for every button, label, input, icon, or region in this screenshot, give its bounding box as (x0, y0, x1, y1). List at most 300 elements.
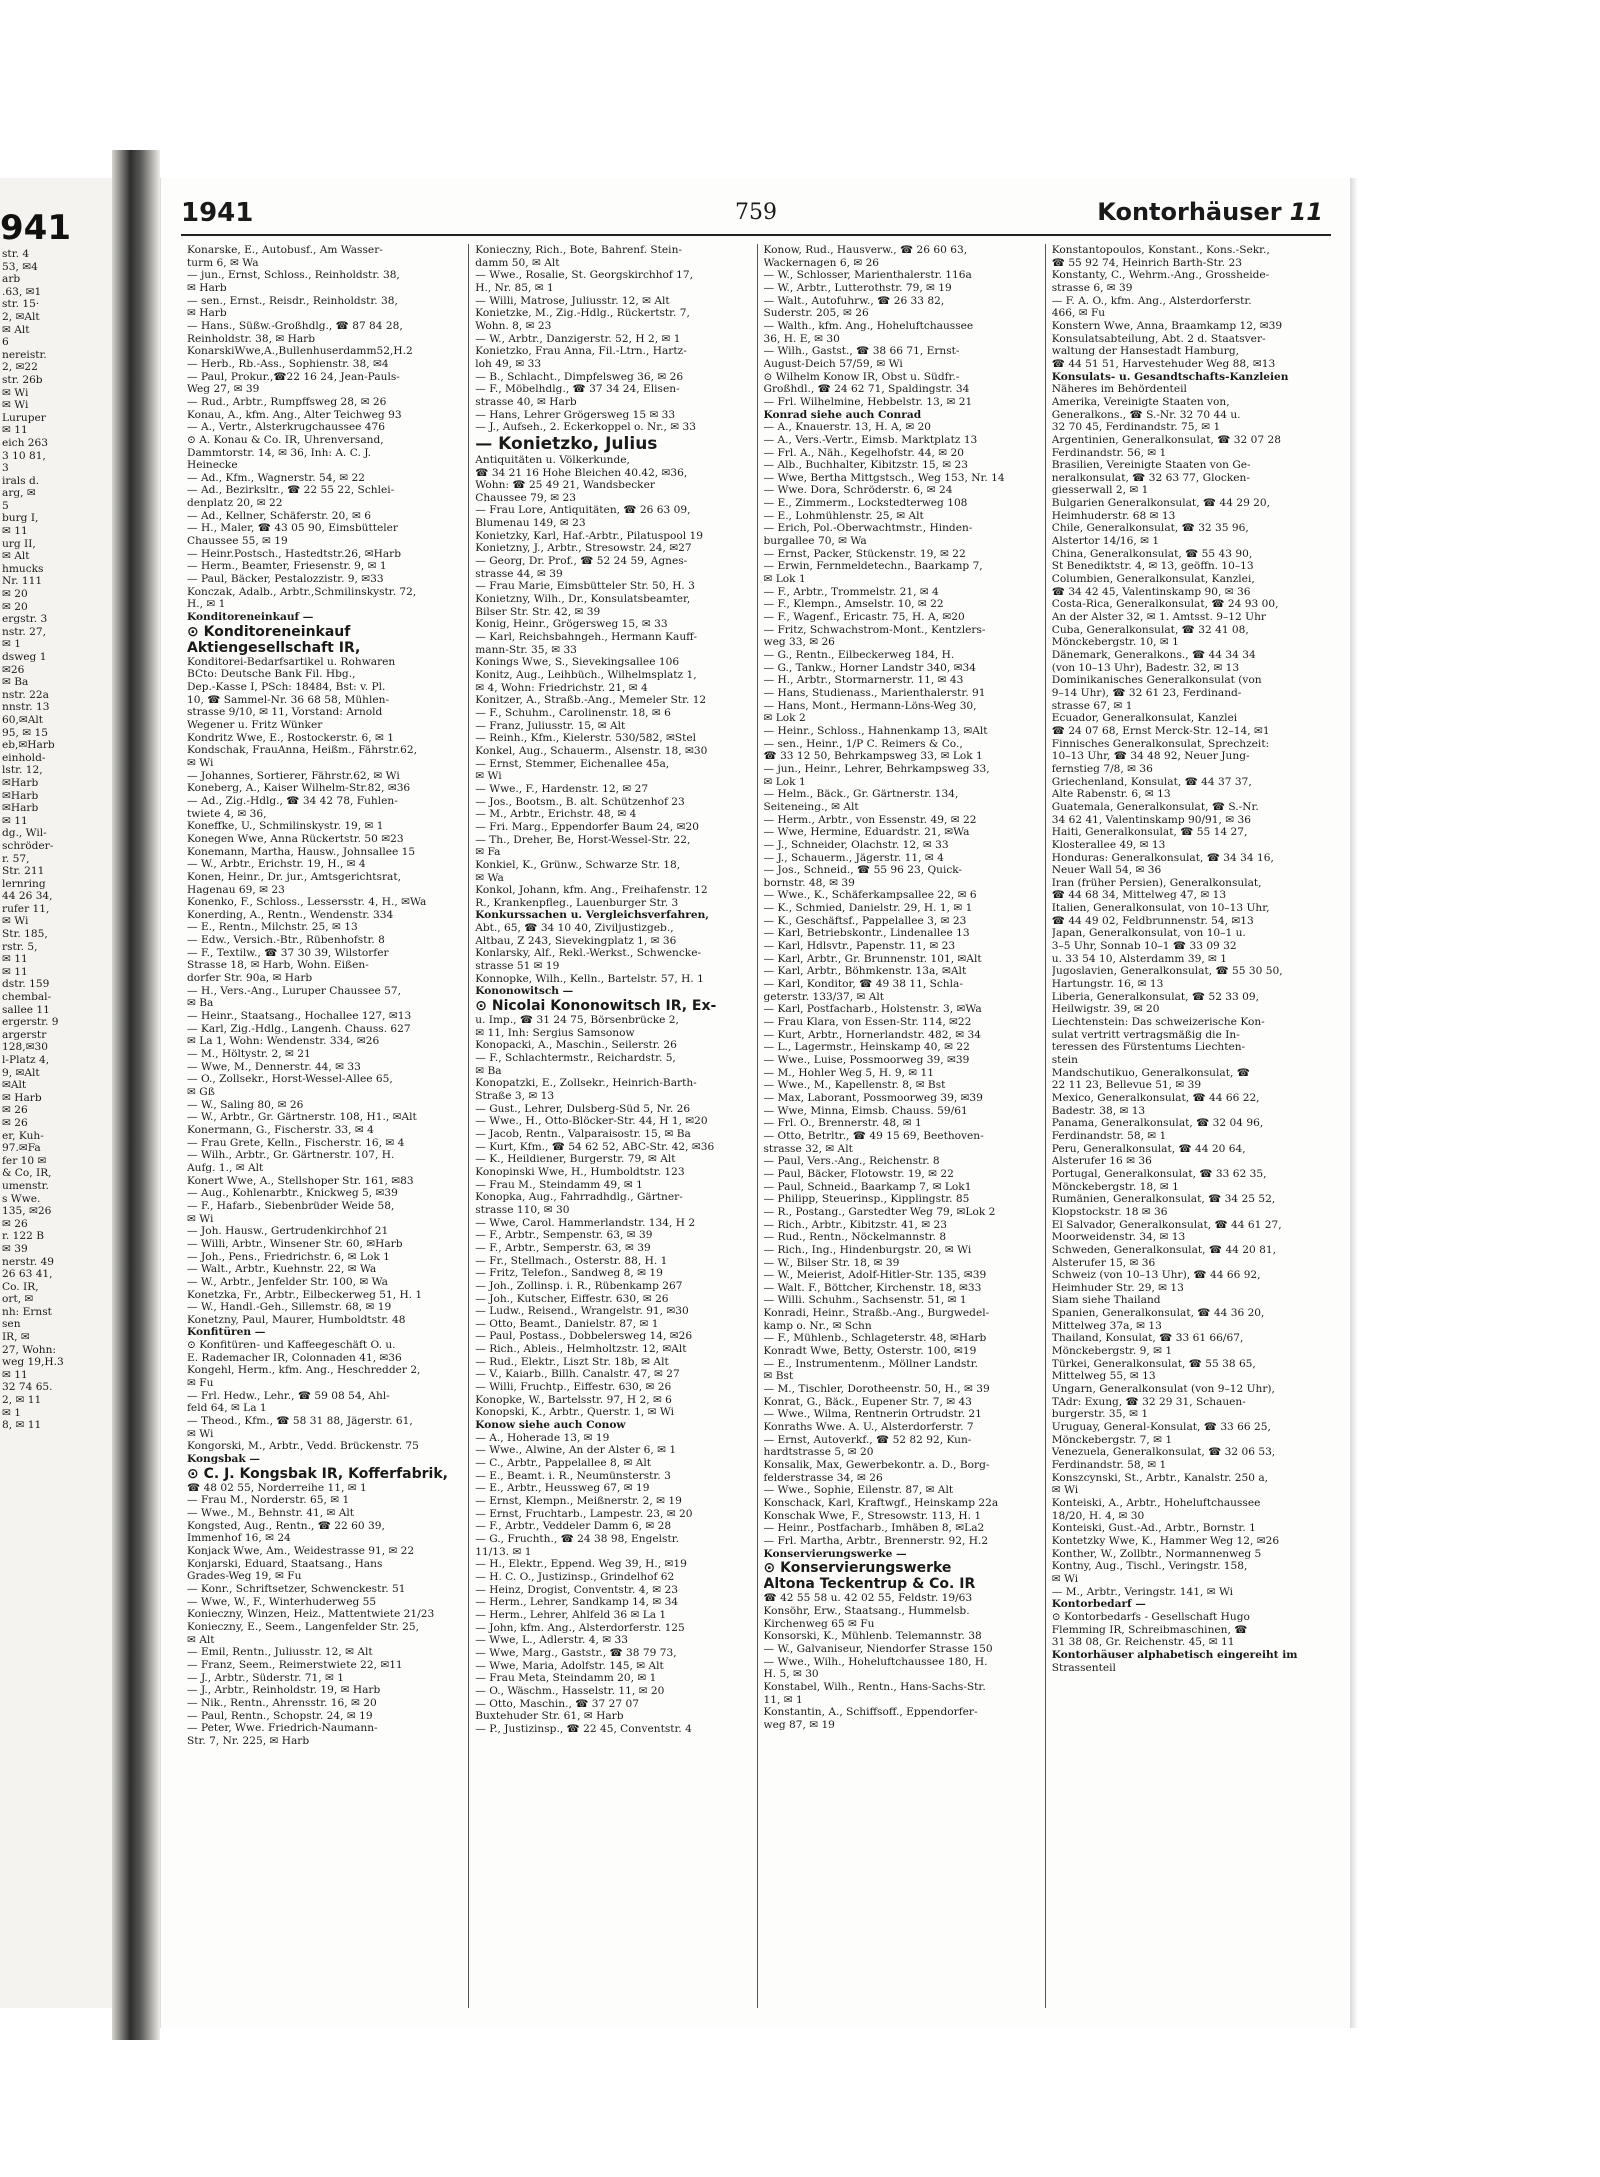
directory-entry-line: — Wwe, L., Adlerstr. 4, ✉ 33 (475, 1634, 628, 1647)
directory-entry-line: Konietzny, Wilh., Dr., Konsulatsbeamter, (475, 593, 691, 606)
directory-entry-line: — W., Bilser Str. 18, ✉ 39 (763, 1256, 900, 1269)
left-page-line: ✉ 11 (2, 525, 28, 538)
directory-entry-line: — A., Knauerstr. 13, H. A, ✉ 20 (763, 421, 932, 434)
directory-entry-line: strasse 6, ✉ 39 (1051, 281, 1133, 294)
directory-entry-line: — Rich., Ing., Hindenburgstr. 20, ✉ Wi (763, 1243, 972, 1256)
directory-entry-line: — Ernst, Packer, Stückenstr. 19, ✉ 22 (763, 547, 966, 560)
directory-entry-line: ✉ Lok 1 (763, 775, 806, 788)
directory-entry-line: Konditorei-Bedarfsartikel u. Rohwaren (187, 655, 396, 668)
directory-entry-line: Argentinien, Generalkonsulat, ☎ 32 07 28 (1051, 433, 1281, 446)
left-page-line: fer 10 ✉ (2, 1154, 47, 1167)
directory-entry-line: Konther, W., Zollbtr., Normannenweg 5 (1051, 1547, 1262, 1560)
directory-entry-line: Koneffke, U., Schmilinskystr. 19, ✉ 1 (187, 820, 384, 833)
directory-entry-line: ✉ Wa (475, 871, 504, 884)
directory-entry-line: Konstanty, C., Wehrm.-Ang., Grossheide- (1051, 269, 1270, 282)
directory-entry-line: — Paul, Postass., Dobbelersweg 14, ✉26 (475, 1330, 693, 1343)
directory-entry-line: — Frl. Wilhelmine, Hebbelstr. 13, ✉ 21 (763, 395, 973, 408)
directory-entry-line: — J., Schneider, Olachstr. 12, ✉ 33 (763, 838, 949, 851)
directory-entry-line: Konjarski, Eduard, Staatsang., Hans (187, 1557, 383, 1570)
directory-entry-line: — Willi, Fruchtp., Eiffestr. 630, ✉ 26 (475, 1381, 672, 1394)
directory-entry-line: Dänemark, Generalkons., ☎ 44 34 34 (1051, 649, 1256, 661)
directory-page (160, 178, 1351, 2028)
directory-entry-line: 466, ✉ Fu (1051, 307, 1106, 320)
directory-entry-line: Badestr. 38, ✉ 13 (1051, 1104, 1146, 1117)
directory-entry-line: Konietzny, J., Arbtr., Stresowstr. 24, ✉27 (475, 542, 692, 555)
directory-column-1 (181, 244, 469, 2008)
directory-entry-line: — Karl, Reichsbahngeh., Hermann Kauff- (475, 631, 697, 644)
directory-entry-line: — Rud., Arbtr., Rumpffsweg 28, ✉ 26 (187, 395, 387, 408)
directory-entry-line: Wohn. 8, ✉ 23 (475, 319, 552, 332)
directory-entry-line: — jun., Heinr., Lehrer, Behrkampsweg 33, (763, 762, 990, 775)
section-name: Kontorhäuser (1097, 198, 1282, 226)
directory-entry-line: — G., Tankw., Horner Landstr 340, ✉34 (763, 661, 976, 674)
directory-entry-line: ⊙ Wilhelm Konow IR, Obst u. Südfr.- (763, 370, 960, 383)
left-page-line: ✉ Ba (2, 676, 29, 689)
directory-entry-line: 31 38 08, Gr. Reichenstr. 45, ✉ 11 (1051, 1636, 1235, 1649)
directory-entry-line: Konrat, G., Bäck., Eupener Str. 7, ✉ 43 (763, 1395, 972, 1408)
directory-entry-line: — E., Zimmerm., Lockstedterweg 108 (763, 497, 968, 510)
directory-entry-line: — Ad., Zig.-Hdlg., ☎ 34 42 78, Fuhlen- (187, 794, 398, 807)
left-page-line: er, Kuh- (2, 1129, 44, 1142)
directory-entry-line: Kongsted, Aug., Rentn., ☎ 22 60 39, (187, 1519, 385, 1532)
directory-entry-line: ✉ Wi (1051, 1484, 1079, 1497)
section-title (1097, 198, 1323, 226)
directory-entry-line: — Th., Dreher, Be, Horst-Wessel-Str. 22, (475, 833, 691, 846)
directory-entry-line: — H., Vers.-Ang., Luruper Chaussee 57, (187, 984, 401, 997)
left-page-line: eich 263 (2, 436, 49, 449)
directory-entry-line: Konstantin, A., Schiffsoff., Eppendorfer- (763, 1706, 978, 1719)
directory-entry-line: (von 10–13 Uhr), Badestr. 32, ✉ 13 (1051, 661, 1240, 674)
directory-entry-line: H., ✉ 1 (187, 598, 226, 611)
directory-entry-line: Heilwigstr. 39, ✉ 20 (1051, 1003, 1160, 1016)
directory-entry-line: Haiti, Generalkonsulat, ☎ 55 14 27, (1051, 826, 1248, 839)
directory-entry-line: 10, ☎ Sammel-Nr. 36 68 58, Mühlen- (187, 693, 390, 706)
left-page-line: 53, ✉4 (2, 260, 38, 273)
directory-entry-line: Konsulats- u. Gesandtschafts-Kanzleien (1051, 370, 1289, 383)
directory-entry-line: stein (1051, 1054, 1078, 1066)
directory-entry-line: Guatemala, Generalkonsulat, ☎ S.-Nr. (1051, 800, 1259, 813)
directory-entry-line: — Wilh., Gastst., ☎ 38 66 71, Ernst- (763, 345, 960, 358)
directory-entry-line: Klosterallee 49, ✉ 13 (1051, 838, 1166, 851)
directory-entry-line: Generalkons., ☎ S.-Nr. 32 70 44 u. (1051, 408, 1241, 421)
directory-entry-line: ⊙ A. Konau & Co. IR, Uhrenversand, (187, 433, 384, 446)
directory-entry-line: Straße 3, ✉ 13 (475, 1090, 555, 1102)
directory-entry-line: Blumenau 149, ✉ 23 (475, 517, 586, 530)
directory-entry-line: twiete 4, ✉ 36, (187, 807, 267, 820)
directory-entry-line: — G., Fruchth., ☎ 24 38 98, Engelstr. (475, 1532, 680, 1545)
left-page-line: ✉Harb (2, 802, 39, 815)
directory-entry-line: strasse 44, ✉ 39 (475, 567, 563, 580)
directory-entry-line: Schweiz (von 10–13 Uhr), ☎ 44 66 92, (1051, 1269, 1261, 1282)
directory-entry-line: ✉ Wi (187, 756, 214, 769)
left-page-line: ✉ 26 (2, 1217, 28, 1230)
directory-entry-line: — sen., Ernst., Reisdr., Reinholdstr. 38, (187, 294, 398, 307)
directory-column-3 (758, 244, 1046, 2008)
directory-entry-line: — Walt., Arbtr., Kuehnstr. 22, ✉ Wa (187, 1263, 377, 1276)
left-page-line: nh: Ernst (2, 1305, 52, 1318)
directory-entry-line: Wackernagen 6, ✉ 26 (763, 256, 880, 269)
directory-entry-line: — Frau Lore, Antiquitäten, ☎ 26 63 09, (475, 504, 691, 517)
left-page-line: arg, ✉ (2, 487, 36, 500)
directory-entry-line: ☎ 55 92 74, Heinrich Barth-Str. 23 (1051, 256, 1242, 269)
directory-entry-line: — M., Höltystr. 2, ✉ 21 (187, 1048, 311, 1061)
directory-entry-line: — F., Klempn., Amselstr. 10, ✉ 22 (763, 598, 944, 611)
directory-entry-line: Strassenteil (1051, 1661, 1116, 1674)
directory-entry-line: Altbau, Z 243, Sievekingplatz 1, ✉ 36 (475, 934, 677, 947)
directory-entry-line: Str. 7, Nr. 225, ✉ Harb (187, 1734, 310, 1747)
directory-entry-line: Konsorski, K., Mühlenb. Telemannstr. 38 (763, 1630, 982, 1643)
directory-entry-line: geterstr. 133/37, ✉ Alt (763, 990, 885, 1003)
directory-entry-line: — Otto, Betrltr., ☎ 49 15 69, Beethoven- (763, 1129, 984, 1142)
directory-entry-line: — Frl. O., Brennerstr. 48, ✉ 1 (763, 1117, 922, 1130)
directory-entry-line: Konegen Wwe, Anna Rückertstr. 50 ✉23 (187, 832, 404, 845)
directory-entry-line: — Joh., Kutscher, Eiffestr. 630, ✉ 26 (475, 1292, 669, 1305)
directory-entry-line: Mönckebergstr. 9, ✉ 1 (1051, 1345, 1173, 1358)
left-page-line: 60,✉Alt (2, 713, 44, 726)
directory-entry-line: Mandschutikuo, Generalkonsulat, ☎ (1051, 1066, 1250, 1079)
directory-entry-line: — Ernst, Fruchtarb., Lampestr. 23, ✉ 20 (475, 1507, 693, 1520)
directory-entry-line: Konieczny, Winzen, Heiz., Mattentwiete 21/23 (187, 1608, 435, 1621)
directory-entry-line: — Frau Meta, Steindamm 20, ✉ 1 (475, 1672, 657, 1685)
directory-entry-line: — Ludw., Reisend., Wrangelstr. 91, ✉30 (475, 1305, 689, 1318)
directory-entry-line: E. Rademacher IR, Colonnaden 41, ✉36 (187, 1351, 402, 1364)
directory-entry-line: Griechenland, Konsulat, ☎ 44 37 37, (1051, 775, 1252, 788)
left-page-line: dsweg 1 (2, 651, 47, 663)
directory-entry-line: Konkel, Aug., Schauerm., Alsenstr. 18, ✉30 (475, 744, 708, 757)
directory-entry-line: — Philipp, Steuerinsp., Kipplingstr. 85 (763, 1193, 970, 1206)
directory-entry-line: ✉ Gß (187, 1086, 215, 1098)
directory-entry-line: ☎ 44 68 34, Mittelweg 47, ✉ 13 (1051, 889, 1227, 902)
directory-entry-line: BCto: Deutsche Bank Fil. Hbg., (187, 668, 356, 681)
directory-entry-line: — Jacob, Rentn., Valparaisostr. 15, ✉ Ba (475, 1127, 691, 1140)
directory-entry-line: — W., Arbtr., Lutterothstr. 79, ✉ 19 (763, 281, 952, 294)
left-page-line: Luruper (2, 411, 46, 424)
directory-entry-line: weg 33, ✉ 26 (763, 636, 835, 649)
directory-entry-line: Großhdl., ☎ 24 62 71, Spaldingstr. 34 (763, 383, 970, 396)
directory-entry-line: Liechtenstein: Das schweizerische Kon- (1051, 1016, 1265, 1029)
directory-entry-line: — Willi. Schuhm., Sachsenstr. 51, ✉ 1 (763, 1294, 967, 1307)
directory-entry-line: — M., Hohler Weg 5, H. 9, ✉ 11 (763, 1066, 935, 1079)
left-page-line: 128,✉30 (2, 1041, 48, 1054)
directory-entry-line: — Wwe., Wilh., Hoheluftchaussee 180, H. (763, 1655, 988, 1668)
directory-entry-line: bornstr. 48, ✉ 39 (763, 876, 855, 889)
directory-entry-line: — Kurt, Arbtr., Hornerlandstr. 482, ✉ 34 (763, 1028, 981, 1041)
left-page-line: nstr. 22a (2, 688, 49, 701)
left-page-line: dstr. 159 (2, 978, 50, 991)
directory-entry-line: Konraths Wwe. A. U., Alsterdorferstr. 7 (763, 1421, 974, 1434)
directory-entry-line: — Konietzko, Julius (475, 433, 658, 454)
directory-entry-line: KonarskiWwe,A.,Bullenhuserdamm52,H.2 (187, 345, 413, 358)
directory-entry-line: — L., Lagermstr., Heinskamp 40, ✉ 22 (763, 1041, 970, 1054)
directory-entry-line: Flemming IR, Schreibmaschinen, ☎ (1051, 1623, 1248, 1636)
left-page-line: 44 26 34, (2, 890, 53, 903)
left-page-line: ✉ Wi (2, 915, 29, 928)
directory-entry-line: Chaussee 79, ✉ 23 (475, 491, 577, 504)
directory-entry-line: — Wwe., M., Kapellenstr. 8, ✉ Bst (763, 1079, 946, 1092)
directory-entry-line: — F., Schlachtermstr., Reichardstr. 5, (475, 1052, 676, 1065)
directory-columns (181, 244, 1333, 2008)
page-edge (1350, 178, 1358, 2028)
left-page-line: r. 122 B (2, 1230, 45, 1243)
directory-entry-line: Dammtorstr. 14, ✉ 36, Inh: A. C. J. (187, 446, 372, 459)
directory-entry-line: 32 70 45, Ferdinandstr. 75, ✉ 1 (1051, 421, 1221, 434)
directory-entry-line: — Frau M., Steindamm 49, ✉ 1 (475, 1178, 643, 1191)
directory-entry-line: Mittelweg 37a, ✉ 13 (1051, 1319, 1162, 1332)
directory-entry-line: 22 11 23, Bellevue 51, ✉ 39 (1051, 1079, 1202, 1092)
left-page-line: 27, Wohn: (2, 1343, 56, 1356)
section-number: 11 (1289, 198, 1323, 226)
directory-entry-line: neralkonsulat, ☎ 32 63 77, Glocken- (1051, 471, 1250, 484)
directory-entry-line: Konopacki, A., Maschin., Seilerstr. 26 (475, 1039, 677, 1052)
left-page-line: ✉ Wi (2, 386, 29, 399)
directory-entry-line: — Wwe., H., Otto-Blöcker-Str. 44, H 1, ✉20 (475, 1115, 708, 1128)
left-page-line: sen (2, 1318, 21, 1331)
directory-entry-line: Mittelweg 55, ✉ 13 (1051, 1370, 1156, 1383)
directory-entry-line: Mönckebergstr. 18, ✉ 1 (1051, 1180, 1179, 1193)
directory-entry-line: ✉ Ba (187, 997, 214, 1010)
left-page-line: ✉ 26 (2, 1104, 28, 1117)
directory-entry-line: 11, ✉ 1 (763, 1693, 803, 1706)
left-page-line: ergstr. 3 (2, 613, 48, 626)
left-page-line: ✉ Wi (2, 399, 29, 412)
directory-entry-line: Kontetzky Wwe, K., Hammer Weg 12, ✉26 (1051, 1534, 1280, 1547)
directory-entry-line: — Rich., Arbtr., Kibitzstr. 41, ✉ 23 (763, 1218, 948, 1231)
left-page-line: lernring (2, 877, 46, 890)
directory-entry-line: Konemann, Martha, Hausw., Johnsallee 15 (187, 845, 416, 858)
left-page-line: rufer 11, (2, 902, 50, 915)
directory-entry-line: — A., Hoherade 13, ✉ 19 (475, 1431, 610, 1444)
directory-entry-line: Konow, Rud., Hausverw., ☎ 26 60 63, (763, 244, 968, 256)
directory-entry-line: — Heinr., Schloss., Hahnenkamp 13, ✉Alt (763, 724, 988, 737)
directory-entry-line: — Wwe, Hermine, Eduardstr. 21, ✉Wa (763, 826, 970, 839)
directory-entry-line: — Karl, Postfacharb., Holstenstr. 3, ✉Wa (763, 1003, 982, 1016)
directory-entry-line: — Willi, Arbtr., Winsener Str. 60, ✉Harb (187, 1237, 403, 1250)
directory-entry-line: — Edw., Versich.-Btr., Rübenhofstr. 8 (187, 934, 385, 947)
directory-entry-line: — Alb., Buchhalter, Kibitzstr. 15, ✉ 23 (763, 459, 969, 472)
directory-entry-line: Aufg. 1., ✉ Alt (187, 1161, 264, 1174)
directory-entry-line: Columbien, Generalkonsulat, Kanzlei, (1051, 573, 1255, 586)
directory-entry-line: — Paul, Vers.-Ang., Reichenstr. 8 (763, 1155, 940, 1168)
left-page-line: nereistr. (2, 348, 47, 361)
directory-entry-line: Konopke, W., Bartelsstr. 97, H 2, ✉ 6 (475, 1393, 672, 1406)
left-page-line: lstr. 12, (2, 764, 43, 777)
directory-entry-line: — H., Maler, ☎ 43 05 90, Eimsbütteler (187, 522, 398, 535)
directory-entry-line: burgallee 70, ✉ Wa (763, 535, 867, 548)
directory-entry-line: — Karl, Arbtr., Böhmkenstr. 13a, ✉Alt (763, 965, 967, 978)
directory-entry-line: 11/13. ✉ 1 (475, 1545, 532, 1558)
directory-entry-line: Kontorbedarf — (1051, 1598, 1146, 1611)
directory-entry-line: Mönckebergstr. 7, ✉ 1 (1051, 1433, 1173, 1446)
directory-entry-line: — J., Arbtr., Reinholdstr. 19, ✉ Harb (187, 1684, 381, 1697)
directory-entry-line: — Emil, Rentn., Juliusstr. 12, ✉ Alt (187, 1646, 373, 1659)
directory-entry-line: — M., Arbtr., Erichstr. 48, ✉ 4 (475, 808, 637, 821)
directory-entry-line: ✉ Harb (187, 281, 227, 294)
left-page-line: .63, ✉1 (2, 285, 42, 298)
directory-entry-line: Konietzke, M., Zig.-Hdlg., Rückertstr. 7, (475, 307, 690, 320)
directory-entry-line: ✉ Lok 1 (763, 573, 806, 586)
directory-entry-line: — W., Meierist, Adolf-Hitler-Str. 135, ✉39 (763, 1269, 987, 1282)
directory-entry-line: — V., Kaiarb., Billh. Canalstr. 47, ✉ 27 (475, 1368, 680, 1381)
left-page-line: 32 74 65. (2, 1381, 53, 1394)
directory-entry-line: — Heinr., Postfacharb., Imhäben 8, ✉La2 (763, 1522, 985, 1535)
directory-entry-line: China, Generalkonsulat, ☎ 55 43 90, (1051, 547, 1253, 560)
directory-entry-line: — Kurt, Kfm., ☎ 54 62 52, ABC-Str. 42, ✉36 (475, 1140, 715, 1153)
directory-entry-line: — Joh. Hausw., Gertrudenkirchhof 21 (187, 1225, 389, 1238)
directory-entry-line: Konermann, G., Fischerstr. 33, ✉ 4 (187, 1123, 374, 1136)
directory-entry-line: Konjack Wwe, Am., Weidestrasse 91, ✉ 22 (187, 1544, 415, 1557)
directory-entry-line: strasse 51 ✉ 19 (475, 960, 560, 973)
directory-entry-line: Kongorski, M., Arbtr., Vedd. Brückenstr. 75 (187, 1440, 419, 1453)
directory-entry-line: — E., Beamt. i. R., Neumünsterstr. 3 (475, 1469, 671, 1482)
left-page-line: ✉26 (2, 663, 25, 676)
directory-entry-line: Konlarsky, Alf., Rekl.-Werkst., Schwencke- (475, 947, 702, 960)
left-page-line: sallee 11 (2, 1003, 50, 1016)
left-page-line: urg II, (2, 537, 36, 550)
directory-entry-line: — Walt., Autofuhrw., ☎ 26 33 82, (763, 294, 945, 307)
directory-entry-line: Konkurssachen u. Vergleichsverfahren, (475, 909, 709, 922)
directory-entry-line: giesserwall 2, ✉ 1 (1051, 484, 1149, 497)
directory-entry-line: fernstieg 7/8, ✉ 36 (1051, 762, 1153, 775)
directory-entry-line: Peru, Generalkonsulat, ☎ 44 20 64, (1051, 1142, 1246, 1155)
directory-entry-line: — C., Arbtr., Pappelallee 8, ✉ Alt (475, 1457, 651, 1470)
directory-entry-line: Konert Wwe, A., Stellshoper Str. 161, ✉83 (187, 1174, 414, 1187)
directory-entry-line: Ungarn, Generalkonsulat (von 9–12 Uhr), (1051, 1383, 1275, 1396)
directory-entry-line: Honduras: Generalkonsulat, ☎ 34 34 16, (1051, 851, 1274, 864)
directory-entry-line: — Herm., Lehrer, Ahlfeld 36 ✉ La 1 (475, 1608, 667, 1621)
left-page-line: arb (2, 273, 21, 286)
directory-entry-line: — Herm., Beamter, Friesenstr. 9, ✉ 1 (187, 560, 387, 573)
directory-entry-line: Konservierungswerke — (763, 1547, 907, 1560)
directory-entry-line: ✉ La 1, Wohn: Wendenstr. 334, ✉26 (187, 1035, 380, 1048)
left-page-line: ✉Alt (2, 1079, 27, 1092)
directory-entry-line: — R., Postang., Garstedter Weg 79, ✉Lok 2 (763, 1205, 996, 1218)
directory-entry-line: Klopstockstr. 18 ✉ 36 (1051, 1205, 1168, 1218)
directory-entry-line: Strasse 18, ✉ Harb, Wohn. Eißen- (187, 959, 369, 972)
directory-entry-line: — K., Geschäftsf., Pappelallee 3, ✉ 23 (763, 914, 967, 927)
left-page-line: ergerstr. 9 (2, 1016, 59, 1029)
directory-entry-line: — Ernst, Klempn., Meißnerstr. 2, ✉ 19 (475, 1495, 682, 1507)
directory-entry-line: — Frl. A., Näh., Kegelhofstr. 44, ✉ 20 (763, 446, 964, 459)
directory-entry-line: — Wwe, Marg., Gaststr., ☎ 38 79 73, (475, 1646, 677, 1659)
directory-entry-line: Konow siehe auch Conow (475, 1419, 626, 1432)
directory-entry-line: — Frau Grete, Kelln., Fischerstr. 16, ✉ 4 (187, 1136, 405, 1149)
directory-entry-line: — Gust., Lehrer, Dulsberg-Süd 5, Nr. 26 (475, 1102, 691, 1115)
directory-entry-line: Konopatzki, E., Zollsekr., Heinrich-Barth- (475, 1077, 697, 1090)
directory-entry-line: — K., Schmied, Danielstr. 29, H. 1, ✉ 1 (763, 902, 973, 915)
directory-entry-line: 34 62 41, Valentinskamp 90/91, ✉ 36 (1051, 813, 1251, 826)
directory-entry-line: — Wwe., Wilma, Rentnerin Ortrudstr. 21 (763, 1408, 982, 1421)
directory-entry-line: hardtstrasse 5, ✉ 20 (763, 1446, 874, 1459)
directory-entry-line: — Hans, Studienass., Marienthalerstr. 91 (763, 686, 986, 699)
directory-entry-line: Konsulatsabteilung, Abt. 2 d. Staatsver- (1051, 332, 1266, 345)
directory-entry-line: Dominikanisches Generalkonsulat (von (1051, 674, 1262, 687)
directory-entry-line: dorfer Str. 90a, ✉ Harb (187, 972, 313, 985)
directory-entry-line: Wegener u. Fritz Wünker (187, 718, 323, 731)
directory-entry-line: Konczak, Adalb., Arbtr.,Schmilinskystr. 72, (187, 585, 417, 598)
directory-entry-line: — Wwe., Luise, Possmoorweg 39, ✉39 (763, 1054, 970, 1066)
left-page-line: Str. 185, (2, 928, 48, 941)
directory-entry-line: — Heinr.Postsch., Hastedtstr.26, ✉Harb (187, 547, 402, 560)
left-page-line: ✉ 20 (2, 600, 28, 613)
directory-entry-line: — Wwe, Bertha Mittgstsch., Weg 153, Nr. 14 (763, 471, 1005, 484)
left-page-line: ✉Harb (2, 776, 39, 789)
directory-entry-line: Hagenau 69, ✉ 23 (187, 883, 285, 896)
directory-entry-line: Schweden, Generalkonsulat, ☎ 44 20 81, (1051, 1243, 1276, 1256)
directory-entry-line: Konetzka, Fr., Arbtr., Eilbeckerweg 51, H. 1 (187, 1288, 423, 1301)
left-page-line: Co. IR, (2, 1280, 39, 1293)
directory-entry-line: Konieczny, Rich., Bote, Bahrenf. Stein- (475, 244, 682, 256)
directory-entry-line: — J., Schauerm., Jägerstr. 11, ✉ 4 (763, 851, 944, 864)
directory-entry-line: Ferdinandstr. 56, ✉ 1 (1051, 446, 1167, 459)
directory-entry-line: Heimhuder Str. 29, ✉ 13 (1051, 1281, 1184, 1294)
directory-entry-line: Immenhof 16, ✉ 24 (187, 1532, 291, 1545)
directory-entry-line: Jugoslavien, Generalkonsulat, ☎ 55 30 50, (1051, 965, 1283, 978)
directory-entry-line: Siam siehe Thailand (1051, 1294, 1161, 1307)
directory-entry-line: Konerding, A., Rentn., Wendenstr. 334 (187, 908, 394, 921)
directory-entry-line: — Franz, Seem., Reimerstwiete 22, ✉11 (187, 1658, 403, 1671)
directory-entry-line: Konteiski, Gust.-Ad., Arbtr., Bornstr. 1 (1051, 1522, 1256, 1535)
directory-entry-line: Konteiski, A., Arbtr., Hoheluftchaussee (1051, 1496, 1261, 1509)
directory-entry-line: — Fritz, Telefon., Sandweg 8, ✉ 19 (475, 1267, 663, 1280)
directory-entry-line: mann-Str. 35, ✉ 33 (475, 643, 577, 656)
directory-entry-line: — Paul, Schneid., Baarkamp 7, ✉ Lok1 (763, 1180, 972, 1193)
directory-entry-line: weg 87, ✉ 19 (763, 1718, 835, 1731)
directory-entry-line: — Aug., Kohlenarbtr., Knickweg 5, ✉39 (187, 1187, 398, 1200)
directory-entry-line: Portugal, Generalkonsulat, ☎ 33 62 35, (1051, 1167, 1267, 1180)
directory-entry-line: ✉ Fa (475, 846, 501, 859)
directory-entry-line: Konopka, Aug., Fahrradhdlg., Gärtner- (475, 1191, 683, 1204)
directory-entry-line: ✉ Wi (187, 1427, 214, 1440)
directory-entry-line: An der Alster 32, ✉ 1. Amtsst. 9–12 Uhr (1051, 611, 1266, 624)
directory-entry-line: H., Nr. 85, ✉ 1 (475, 281, 554, 294)
directory-entry-line: Hartungstr. 16, ✉ 13 (1051, 978, 1164, 991)
left-page-line: ✉ 1 (2, 638, 21, 651)
left-page-line: umenstr. (2, 1179, 49, 1192)
directory-entry-line: — Wwe, M., Dennerstr. 44, ✉ 33 (187, 1060, 361, 1073)
directory-entry-line: — John, kfm. Ang., Alsterdorferstr. 125 (475, 1621, 685, 1634)
directory-entry-line: — Wwe, W., F., Winterhuderweg 55 (187, 1595, 377, 1608)
directory-entry-line: — Hans., Süßw.-Großhdlg., ☎ 87 84 28, (187, 319, 403, 332)
directory-entry-line: Konstern Wwe, Anna, Braamkamp 12, ✉39 (1051, 319, 1283, 332)
directory-entry-line: ✉ Alt (187, 1633, 215, 1646)
directory-entry-line: Neuer Wall 54, ✉ 36 (1051, 864, 1162, 877)
left-page-line: rstr. 5, (2, 940, 38, 953)
directory-entry-line: Konarske, E., Autobusf., Am Wasser- (187, 244, 383, 256)
directory-entry-line: — K., Heildiener, Burgerstr. 79, ✉ Alt (475, 1153, 676, 1166)
directory-entry-line: Wohn: ☎ 25 49 21, Wandsbecker (475, 479, 655, 492)
directory-entry-line: — O., Wäschm., Hasselstr. 11, ✉ 20 (475, 1684, 665, 1697)
directory-entry-line: — Wwe., Sophie, Eilenstr. 87, ✉ Alt (763, 1484, 954, 1497)
directory-entry-line: ⊙ Konditoreneinkauf (187, 623, 351, 640)
directory-entry-line: ✉ Wi (475, 770, 502, 783)
directory-entry-line: Brasilien, Vereinigte Staaten von Ge- (1051, 459, 1251, 472)
directory-entry-line: Costa-Rica, Generalkonsulat, ☎ 24 93 00, (1051, 598, 1279, 611)
directory-entry-line: Konnopke, Wilh., Kelln., Bartelstr. 57, H. 1 (475, 972, 704, 985)
directory-entry-line: Heinecke (187, 459, 238, 472)
directory-entry-line: — M., Arbtr., Veringstr. 141, ✉ Wi (1051, 1585, 1234, 1598)
left-page-line: str. 15· (2, 298, 40, 311)
directory-entry-line: — Max, Laborant, Possmoorweg 39, ✉39 (763, 1091, 983, 1104)
left-page-line: l-Platz 4, (2, 1054, 50, 1066)
directory-entry-line: — H., Elektr., Eppend. Weg 39, H., ✉19 (475, 1558, 687, 1571)
directory-entry-line: Seiteneing., ✉ Alt (763, 800, 859, 813)
left-page-line: schröder- (2, 839, 54, 852)
directory-entry-line: Buxtehuder Str. 61, ✉ Harb (475, 1710, 624, 1723)
directory-entry-line: Konradi, Heinr., Straßb.-Ang., Burgwedel- (763, 1307, 990, 1320)
directory-entry-line: Konen, Heinr., Dr. jur., Amtsgerichtsrat, (187, 870, 401, 883)
directory-entry-line: — Nik., Rentn., Ahrensstr. 16, ✉ 20 (187, 1696, 377, 1709)
page-header (181, 198, 1331, 236)
